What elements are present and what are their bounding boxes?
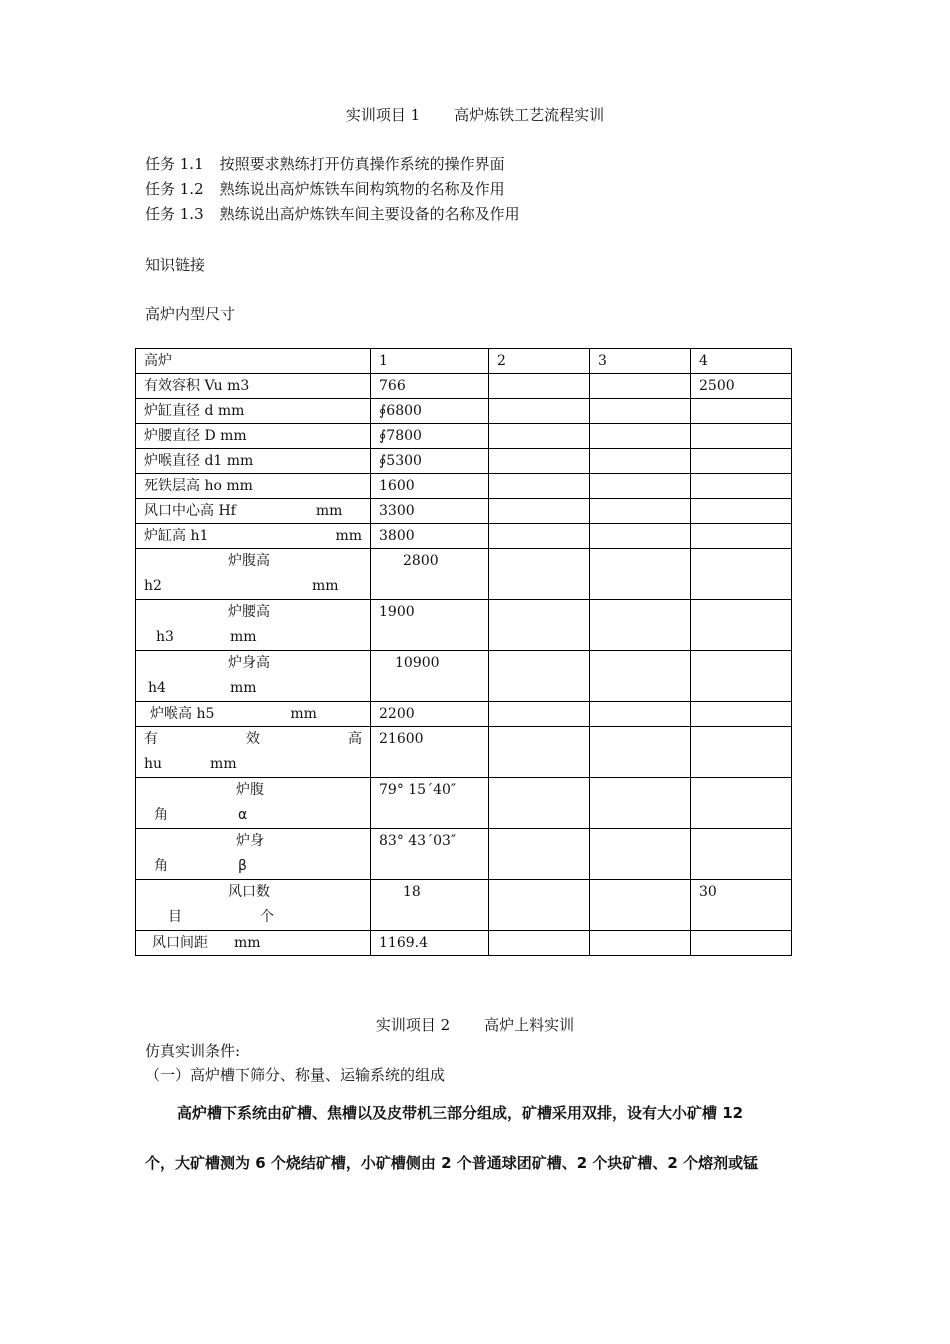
table-header-row <box>136 349 792 374</box>
paragraph-line: 高炉槽下系统由矿槽、焦槽以及皮带机三部分组成，矿槽采用双排，设有大小矿槽 12 <box>177 1104 744 1122</box>
row-value: 766 <box>371 374 489 399</box>
row-value: 1600 <box>371 474 489 499</box>
table-row <box>136 778 792 829</box>
project2-title: 高炉上料实训 <box>484 1016 575 1034</box>
table-row <box>136 524 792 549</box>
header-cell: 1 <box>371 349 489 374</box>
table-row <box>136 374 792 399</box>
table-row <box>136 829 792 880</box>
table-row <box>136 424 792 449</box>
row-value: 79° 15´40″ <box>371 778 489 829</box>
row-value: 2500 <box>691 374 792 399</box>
project2-label: 实训项目 2 <box>375 1016 451 1034</box>
task-list <box>145 152 520 227</box>
row-label: 炉缸直径 d mm <box>136 399 371 424</box>
furnace-dimensions-table <box>135 348 792 956</box>
table-row <box>136 449 792 474</box>
header-cell: 4 <box>691 349 792 374</box>
row-label: 风口数 目 个 <box>136 880 371 931</box>
row-value: 2200 <box>371 702 489 727</box>
row-label: 炉腹 角 α <box>136 778 371 829</box>
row-value: 2800 <box>371 549 489 600</box>
project1-label: 实训项目 1 <box>345 106 421 124</box>
table-row <box>136 931 792 956</box>
row-label: 死铁层高 ho mm <box>136 474 371 499</box>
row-value: 30 <box>691 880 792 931</box>
row-label: 风口间距 mm <box>136 931 371 956</box>
row-value: 3800 <box>371 524 489 549</box>
task-text: 熟练说出高炉炼铁车间构筑物的名称及作用 <box>219 180 505 198</box>
row-value: ∮5300 <box>371 449 489 474</box>
table-row <box>136 651 792 702</box>
row-value: 10900 <box>371 651 489 702</box>
project1-title: 高炉炼铁工艺流程实训 <box>454 106 605 124</box>
row-label: 炉腰直径 D mm <box>136 424 371 449</box>
table-row <box>136 474 792 499</box>
knowledge-link-heading: 知识链接 <box>145 256 206 274</box>
row-label: 炉身高 h4 mm <box>136 651 371 702</box>
row-label: 炉身 角 β <box>136 829 371 880</box>
task-item <box>145 152 520 177</box>
task-text: 按照要求熟练打开仿真操作系统的操作界面 <box>219 155 505 173</box>
table-row <box>136 499 792 524</box>
row-value: 18 <box>371 880 489 931</box>
paragraph-line: 个，大矿槽测为 6 个烧结矿槽，小矿槽侧由 2 个普通球团矿槽、2 个块矿槽、2 个熔剂或锰 <box>145 1154 759 1172</box>
row-label: 有效容积 Vu m3 <box>136 374 371 399</box>
row-value: 83° 43´03″ <box>371 829 489 880</box>
task-item <box>145 177 520 202</box>
row-value: ∮6800 <box>371 399 489 424</box>
row-value: 21600 <box>371 727 489 778</box>
project2-heading <box>0 1014 950 1035</box>
task-item <box>145 202 520 227</box>
project1-heading <box>0 104 950 125</box>
table-row <box>136 702 792 727</box>
row-value: 1900 <box>371 600 489 651</box>
row-label: 有 效 高 hu mm <box>136 727 371 778</box>
header-cell: 高炉 <box>136 349 371 374</box>
row-value: ∮7800 <box>371 424 489 449</box>
table-row <box>136 549 792 600</box>
row-label: 炉喉高 h5 mm <box>136 702 371 727</box>
table-row <box>136 399 792 424</box>
row-label: 炉喉直径 d1 mm <box>136 449 371 474</box>
header-cell: 2 <box>489 349 590 374</box>
row-label: 风口中心高 Hf mm <box>136 499 371 524</box>
row-value: 3300 <box>371 499 489 524</box>
header-cell: 3 <box>590 349 691 374</box>
section-heading: （一）高炉槽下筛分、称量、运输系统的组成 <box>145 1066 446 1084</box>
row-value: 1169.4 <box>371 931 489 956</box>
table-row <box>136 600 792 651</box>
task-number: 任务 1.1 <box>145 155 204 173</box>
table-row <box>136 880 792 931</box>
sim-conditions-heading: 仿真实训条件: <box>145 1042 241 1060</box>
task-number: 任务 1.2 <box>145 180 204 198</box>
row-label: 炉腰高 h3 mm <box>136 600 371 651</box>
furnace-dims-heading: 高炉内型尺寸 <box>145 305 236 323</box>
task-number: 任务 1.3 <box>145 205 204 223</box>
row-label: 炉腹高 h2 mm <box>136 549 371 600</box>
table-row <box>136 727 792 778</box>
task-text: 熟练说出高炉炼铁车间主要设备的名称及作用 <box>219 205 520 223</box>
row-label: 炉缸高 h1 mm <box>136 524 371 549</box>
